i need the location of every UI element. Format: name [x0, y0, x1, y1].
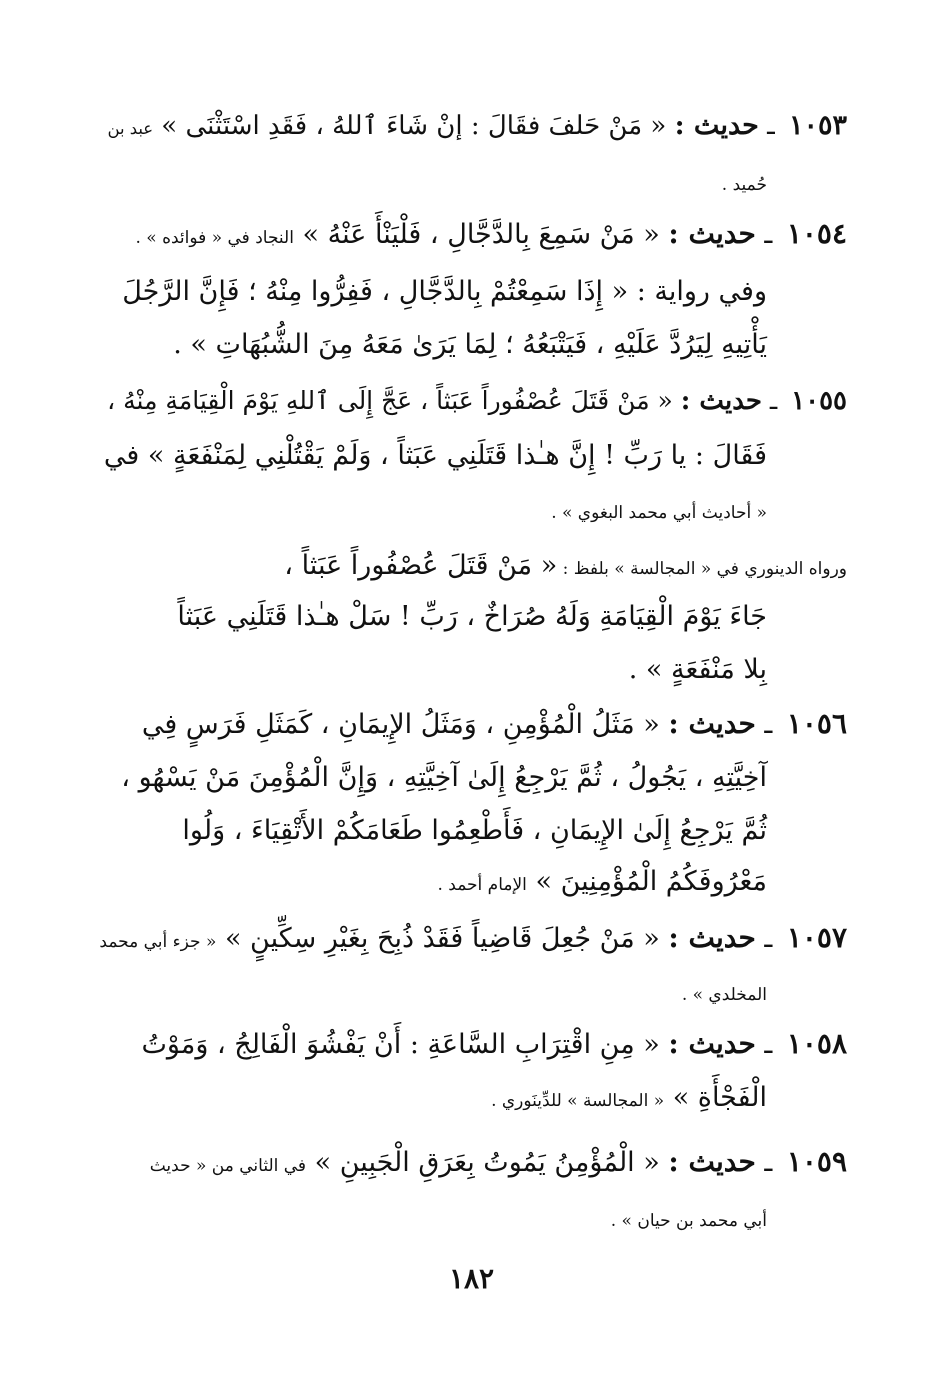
hadith-1059-line-2: [96, 1198, 767, 1238]
hadith-text: يَأْتِيهِ لِيَرُدَّ عَلَيْهِ ، فَيَتْبَعُهُ ؛ لِمَا يَرَىٰ مَعَهُ مِنَ الشُّبُهَاتِ » .: [173, 329, 767, 360]
hadith-1059-line-1: ١٠٥٩ ـ حديث : « الْمُؤْمِنُ يَمُوتُ بِعَرَقِ الْجَبِينِ » في الثاني من « حديث: [149, 1145, 847, 1178]
hadith-label: حديث :: [674, 110, 759, 141]
hadith-1056-line-1: ١٠٥٦ ـ حديث : « مَثَلُ الْمُؤْمِنِ ، وَمَثَلُ الإِيمَانِ ، كَمَثَلِ فَرَسٍ فِي: [141, 707, 847, 740]
source-citation: في الثاني من « حديث: [149, 1156, 307, 1176]
hadith-1055-line-5: [96, 597, 767, 637]
hadith-text: « مَنْ حَلفَ فقَالَ : إنْ شَاءَ ٱللهُ ، فَقَدِ اسْتَثْنَى »: [153, 111, 667, 141]
source-citation: « أحاديث أبي محمد البغوي » .: [551, 503, 767, 523]
hadith-1058-line-1: ١٠٥٨ ـ حديث : « مِنِ اقْتِرَابِ السَّاعَةِ : أَنْ يَفْشُوَ الْفَالِجُ ، وَمَوْتُ: [141, 1027, 847, 1060]
source-citation: « المجالسة » للدِّينَوري .: [491, 1091, 665, 1111]
hadith-1056-line-3: [96, 811, 767, 851]
hadith-1055-line-4: [96, 546, 847, 586]
hadith-text: وفي رواية : « إِذَا سَمِعْتُمْ بِالدَّجَّالِ ، فَفِرُّوا مِنْهُ ؛ فَإِنَّ الرَّجُلَ: [122, 276, 767, 307]
entry-number: ١٠٥٧: [786, 921, 847, 954]
source-citation: الإمام أحمد .: [437, 875, 527, 895]
hadith-1054-line-2: [96, 272, 767, 312]
hadith-text: « مَنْ قَتَلَ عُصْفُوراً عَبَثاً ،: [284, 550, 558, 581]
hadith-label: حديث :: [668, 1027, 756, 1060]
hadith-1055-line-2: [96, 436, 767, 476]
source-citation: النجاد في « فوائده » .: [135, 228, 294, 248]
page-number: ١٨٢: [448, 1262, 495, 1295]
hadith-1055-line-3: [96, 490, 767, 530]
hadith-1054-line-1: ١٠٥٤ ـ حديث : « مَنْ سَمِعَ بِالدَّجَّالِ ، فَلْيَنْأَ عَنْهُ » النجاد في « فوائده » .: [135, 217, 847, 250]
entry-number: ١٠٥٤: [786, 217, 847, 250]
source-citation: أبي محمد بن حيان » .: [610, 1211, 767, 1231]
hadith-text: ثُمَّ يَرْجِعُ إِلَىٰ الإِيمَانِ ، فَأَطْعِمُوا طَعَامَكُمْ الأَتْقِيَاءَ ، وَلُوا: [182, 815, 767, 846]
hadith-1058-line-2: [96, 1078, 767, 1118]
hadith-text: « مَنْ جُعِلَ قَاضِياً فَقَدْ ذُبِحَ بِغَيْرِ سِكِّينٍ »: [216, 923, 660, 954]
entry-number: ١٠٥٨: [786, 1027, 847, 1060]
hadith-1056-line-2: [96, 758, 767, 798]
entry-number: ١٠٥٥: [791, 386, 847, 416]
hadith-text: آخِيَّتِهِ ، يَجُولُ ، ثُمَّ يَرْجِعُ إِلَىٰ آخِيَّتِهِ ، وَإِنَّ الْمُؤْمِنَ مَنْ يَسْهُو ،: [121, 762, 767, 793]
hadith-1055-line-1: ١٠٥٥ ـ حديث : « مَنْ قَتَلَ عُصْفُوراً عَبَثاً ، عَجَّ إِلَى ٱللهِ يَوْمَ الْقِيَامَةِ مِنْهُ ،: [107, 386, 847, 416]
hadith-text: جَاءَ يَوْمَ الْقِيَامَةِ وَلَهُ صُرَاخٌ ، رَبِّ ! سَلْ هـٰذا قَتَلَنِي عَبَثاً: [177, 601, 767, 632]
hadith-1056-line-4: [96, 862, 767, 902]
source-citation: عبد بن: [107, 119, 154, 138]
hadith-label: حديث :: [668, 217, 756, 250]
hadith-text: الْفَجْأَةِ »: [664, 1082, 767, 1113]
hadith-label: حديث :: [680, 386, 762, 416]
source-citation: المخلدي » .: [681, 985, 767, 1005]
hadith-text: مَعْرُوفَكُمُ الْمُؤْمِنِينَ »: [526, 866, 767, 897]
hadith-1053-line-1: ١٠٥٣ ـ حديث : « مَنْ حَلفَ فقَالَ : إنْ شَاءَ ٱللهُ ، فَقَدِ اسْتَثْنَى » عبد بن: [107, 110, 847, 141]
hadith-1057-line-1: ١٠٥٧ ـ حديث : « مَنْ جُعِلَ قَاضِياً فَقَدْ ذُبِحَ بِغَيْرِ سِكِّينٍ » « جزء أبي محمد: [99, 921, 847, 954]
hadith-text: « مَنْ سَمِعَ بِالدَّجَّالِ ، فَلْيَنْأَ عَنْهُ »: [293, 219, 660, 250]
entry-number: ١٠٥٣: [788, 110, 847, 141]
hadith-1054-line-3: [96, 325, 767, 365]
hadith-1057-line-2: [96, 972, 767, 1012]
hadith-1055-line-6: [96, 650, 767, 690]
hadith-label: حديث :: [668, 707, 756, 740]
hadith-text: « مَثَلُ الْمُؤْمِنِ ، وَمَثَلُ الإِيمَانِ ، كَمَثَلِ فَرَسٍ فِي: [141, 709, 660, 740]
hadith-text: « الْمُؤْمِنُ يَمُوتُ بِعَرَقِ الْجَبِينِ »: [306, 1147, 660, 1178]
hadith-text: « مِنِ اقْتِرَابِ السَّاعَةِ : أَنْ يَفْشُوَ الْفَالِجُ ، وَمَوْتُ: [141, 1029, 660, 1060]
entry-number: ١٠٥٩: [786, 1145, 847, 1178]
hadith-text: بِلا مَنْفَعَةٍ » .: [628, 654, 767, 685]
entry-number: ١٠٥٦: [786, 707, 847, 740]
hadith-text: فَقَالَ : يا رَبِّ ! إِنَّ هـٰذا قَتَلَنِي عَبَثاً ، وَلَمْ يَقْتُلْنِي لِمَنْفَعَةٍ » في: [103, 440, 767, 471]
hadith-1053-line-2: [96, 162, 767, 202]
source-citation: « جزء أبي محمد: [99, 932, 217, 952]
source-citation: حُميد .: [721, 175, 767, 195]
hadith-label: حديث :: [668, 921, 756, 954]
hadith-text: « مَنْ قَتَلَ عُصْفُوراً عَبَثاً ، عَجَّ إِلَى ٱللهِ يَوْمَ الْقِيَامَةِ مِنْهُ ،: [107, 386, 673, 415]
narration-note: ورواه الدينوري في « المجالسة » بلفظ :: [557, 559, 847, 579]
hadith-label: حديث :: [668, 1145, 756, 1178]
